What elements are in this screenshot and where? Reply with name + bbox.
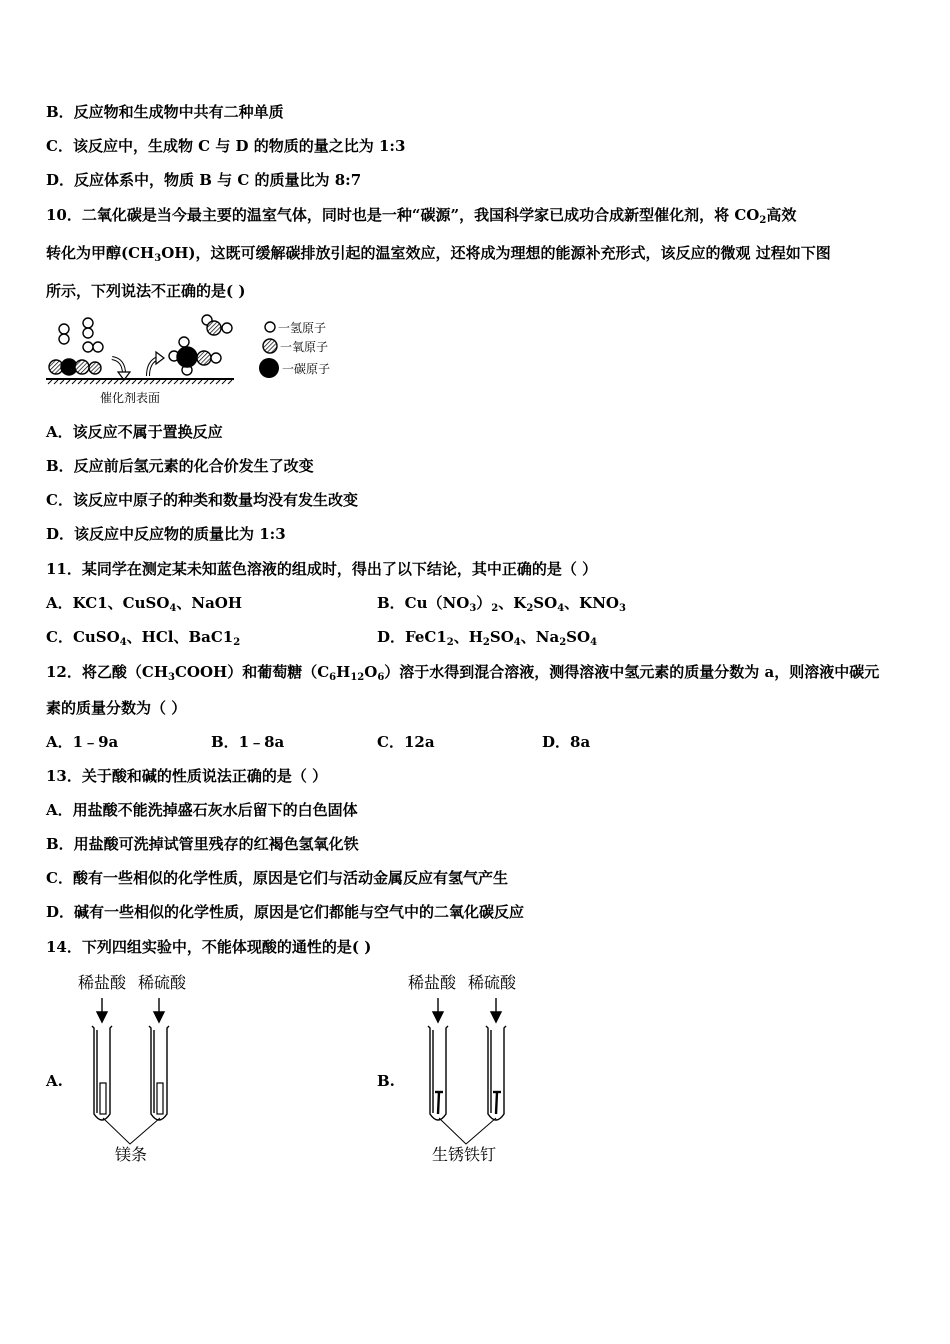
q12-option-a: A．1﹣9a: [46, 733, 119, 751]
hydrogen-atom-icon: [265, 322, 275, 332]
legend: [259, 321, 330, 378]
hydrogen-molecule-3: [83, 342, 103, 352]
metal-label-a: 镁条: [115, 1145, 148, 1164]
q12-option-d: D．8a: [542, 733, 591, 751]
q13-option-a: A．用盐酸不能洗掉盛石灰水后留下的白色固体: [46, 801, 358, 819]
q10-option-c: C．该反应中原子的种类和数量均没有发生改变: [46, 491, 358, 509]
acid-label-h2so4: 稀硫酸: [138, 973, 187, 992]
q9-option-c: C．该反应中，生成物 C 与 D 的物质的量之比为 1:3: [46, 137, 406, 155]
q12-option-c: C．12a: [377, 733, 435, 751]
q11-stem: 11．某同学在测定某未知蓝色溶液的组成时，得出了以下结论，其中正确的是（ ）: [46, 560, 598, 578]
carbon-atom-icon: [259, 358, 279, 378]
rusty-nail-2: [493, 1092, 501, 1114]
q12-option-b: B．1﹣8a: [211, 733, 285, 751]
q11-option-c: C．CuSO$_4$、HCl、$BaC1_2$: [46, 628, 241, 648]
q10-catalyst-diagram: [44, 312, 344, 408]
q14-option-a-label: A.: [46, 1072, 63, 1090]
svg-text:一氢原子: 一氢原子: [278, 321, 327, 335]
oxygen-atom-icon: [263, 339, 277, 353]
acid-label-hcl: 稀盐酸: [78, 973, 127, 992]
q10-stem-line1: 10．二氧化碳是当今最主要的温室气体，同时也是一种“碳源”，我国科学家已成功合成新型催化剂，将 $CO_2$高效: [46, 206, 797, 226]
rusty-nail-1: [435, 1092, 443, 1114]
q9-option-d: D．反应体系中，物质 B 与 C 的质量比为 8:7: [46, 171, 362, 189]
q14-figure-a: [72, 968, 202, 1168]
q14-figure-b: [402, 968, 542, 1168]
hydrogen-molecule-2: [83, 318, 93, 338]
acid-label-h2so4: 稀硫酸: [468, 973, 517, 992]
q11-option-b: B．$Cu(NO_3)_2$、$K_2SO_4$、$KNO_3$: [377, 594, 626, 614]
q13-option-c: C．酸有一些相似的化学性质，原因是它们与活动金属反应有氢气产生: [46, 869, 508, 887]
q12-stem-line1: 12．将乙酸$(CH_3COOH)$和葡萄糖$(C_6H_{12}O_6)$溶于水得到混合溶液，测得溶液中氢元素的质量分数为 a，则溶液中碳元: [46, 663, 880, 683]
q10-stem-line2: 转化为甲醇$(CH_3OH)$，这既可缓解碳排放引起的温室效应，还将成为理想的能源补充形式，该反应的微观 过程如下图: [46, 244, 831, 264]
methanol-molecule: [169, 337, 221, 375]
hydrogen-molecule-1: [59, 324, 69, 344]
svg-text:一碳原子: 一碳原子: [282, 362, 331, 376]
q13-stem: 13．关于酸和碱的性质说法正确的是（ ）: [46, 767, 328, 785]
q10-option-b: B．反应前后氢元素的化合价发生了改变: [46, 457, 314, 475]
q10-stem-line3: 所示，下列说法不正确的是( ): [46, 282, 246, 300]
acid-label-hcl: 稀盐酸: [408, 973, 457, 992]
q13-option-b: B．用盐酸可洗掉试管里残存的红褐色氢氧化铁: [46, 835, 359, 853]
svg-text:一氧原子: 一氧原子: [280, 340, 329, 354]
q14-option-b-label: B.: [377, 1072, 395, 1090]
catalyst-surface-label: 催化剂表面: [100, 391, 161, 405]
q11-option-d: D．$FeC1_2$、$H_2SO_4$、$Na_2SO_4$: [377, 628, 598, 648]
magnesium-ribbon-2: [157, 1083, 163, 1114]
q13-option-d: D．碱有一些相似的化学性质，原因是它们都能与空气中的二氧化碳反应: [46, 903, 525, 921]
water-molecule: [202, 315, 232, 335]
q14-stem: 14．下列四组实验中，不能体现酸的通性的是( ): [46, 938, 372, 956]
metal-label-b: 生锈铁钉: [432, 1145, 497, 1164]
q10-option-d: D．该反应中反应物的质量比为 1:3: [46, 525, 286, 543]
magnesium-ribbon-1: [100, 1083, 106, 1114]
q11-option-a: A．KC1、CuSO$_4$、NaOH: [46, 594, 243, 614]
q9-option-b: B．反应物和生成物中共有二种单质: [46, 103, 284, 121]
co2-molecule: [49, 359, 101, 375]
q10-option-a: A．该反应不属于置换反应: [46, 423, 223, 441]
q12-stem-line2: 素的质量分数为（ ）: [46, 699, 187, 717]
